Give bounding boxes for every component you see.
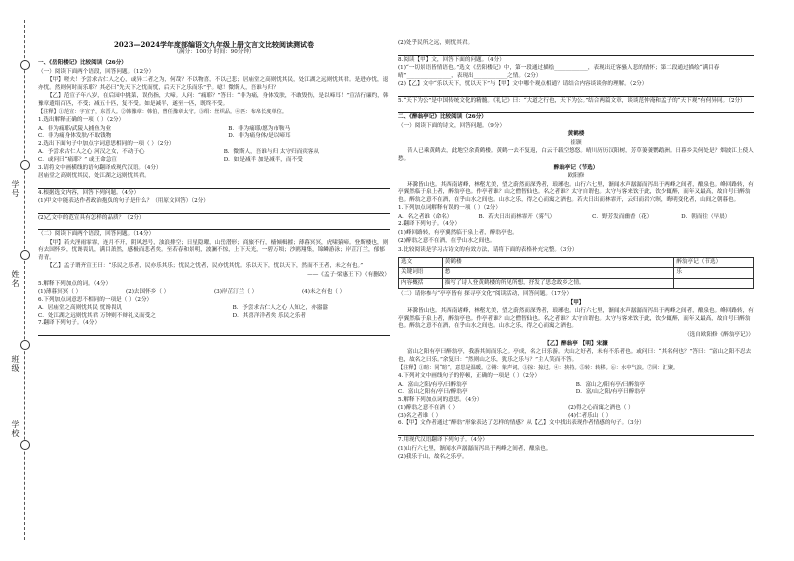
table-cell: 关键词语 <box>399 268 443 279</box>
question-4a: (1)甲文中能表达作者政治抱负的句子是什么？（用原文回答）（2分） <box>38 198 209 205</box>
answer-line[interactable] <box>38 182 390 189</box>
poem-author: 崔颢 <box>570 139 582 146</box>
table-header: 黄鹤楼 <box>442 257 674 268</box>
question-4b: (2)乙文中的范宣具有怎样的品质？（2分） <box>38 214 145 221</box>
question-3-sentence: 居庙堂之高则忧其民，处江湖之远则忧其君。 <box>38 173 150 180</box>
option-b[interactable]: B．予尝求古仁人之心 人知之，亦嚣嚣 <box>232 305 328 312</box>
answer-line[interactable] <box>398 429 754 436</box>
table-row <box>399 257 754 268</box>
passage-yi-2: 【乙】孟子谓齐宣王曰：“乐民之乐者，民亦乐其乐；忧民之忧者，民亦忧其忧。乐以天下，忧以天下，然而不王者，未之有也。” <box>46 263 364 270</box>
answer-line[interactable] <box>398 49 754 56</box>
binding-hole <box>20 60 30 70</box>
right-question-2b: (2)醉翁之意不在酒，在乎山水之间也。 <box>398 238 496 245</box>
question-5: 5.解释下列加点的词。（4分） <box>38 280 112 287</box>
answer-line[interactable] <box>398 90 754 97</box>
answer-line[interactable] <box>38 329 390 336</box>
passage-jia-2: 【甲】若夫淫雨霏霏，连月不开，阴风怒号，浊浪排空；日星隐曜，山岳潜形；商旅不行，樯倾楫摧；薄暮冥冥，虎啸猿啼。登斯楼也，则有去国怀乡，忧谗畏讥，满目萧然，感极而悲者矣。至若春和景明，波澜不惊，上下天光，一碧万顷；沙鸥翔集，锦鳞游泳；岸芷汀兰，郁郁青青。 <box>38 239 389 261</box>
table-header: 选文 <box>399 257 443 268</box>
option-b[interactable]: B．若夫日出而林霏开（雾气） <box>478 213 556 220</box>
right-question-4-options <box>398 382 754 397</box>
essay-title: 醉翁亭记（节选） <box>553 164 599 171</box>
notes-1: 【注释】①范宣：字宣子，东晋人。②韩豫章：韩伯，曾任豫章太守。③绢：丝织品。④匹：布帛长度单位。 <box>38 109 288 116</box>
option-d[interactable]: D．富/山之阳/有亭曰醉翁亭 <box>575 389 646 396</box>
binding-margin <box>0 0 34 561</box>
word-item[interactable]: (4)未之有也（ ） <box>302 289 346 296</box>
option-b[interactable]: B．非为痛耶/愿为市鞍马 <box>228 125 291 132</box>
right-question-7: 7.用现代汉语翻译下列句子。（4分） <box>398 436 489 443</box>
option-c[interactable]: C．或问曰“痛耶？” 或王命急宣 <box>38 157 117 164</box>
right-question-5: 5.解释下列加点词的意思。（4分） <box>398 396 483 403</box>
binding-hole <box>20 250 30 260</box>
question-7: 7.翻译下列句子。（4分） <box>38 320 101 327</box>
essay-text: 环滁皆山也。其西南诸峰，林壑尤美，望之蔚然而深秀者，琅琊也。山行六七里，渐闻水声潺潺而泻出于两峰之间者，酿泉也。峰回路转，有亭翼然临于泉上者，醉翁亭也。作亭者谁？山之僧智仙也。名之者谁？太守自谓也。太守与客来饮于此，饮少辄醉，而年又最高，故自号曰醉翁也。醉翁之意不在酒，在乎山水之间也。山水之乐，得之心而寓之酒也。若夫日出而林霏开，云归而岩穴暝，晦明变化者，山间之朝暮也。 <box>398 181 754 203</box>
binding-hole <box>20 340 30 350</box>
section-1-part-2: （二）阅读下面两个语段，回答问题。（14分） <box>38 231 155 238</box>
option-b[interactable]: B．富山之/阳有亭/曰醉翁亭 <box>575 381 646 388</box>
carry-over-sentence: (2)处乎民所之远，则忧其君。 <box>398 40 474 46</box>
right-question-2a: (1)峰回路转，有亭翼然临于泉上者，醉翁亭也。 <box>398 229 518 236</box>
option-a[interactable]: A．予尝求古仁人之心 河汉之女，不动于心 <box>38 149 145 156</box>
passage-jia-3: 环滁皆山也。其西南诸峰，林壑尤美，望之蔚然而深秀者，琅琊也。山行六七里，渐闻水声潺潺而泻出于两峰之间者，酿泉也。峰回路转，有亭翼然临于泉上者，醉翁亭也。作亭者谁？山之僧智仙也。名之者谁？太守自谓也。太守与客来饮于此，饮少辄醉，而年又最高，故自号曰醉翁也。醉翁之意不在酒，在乎山水之间也。山水之乐，得之心而寓之酒也。 <box>398 308 754 330</box>
binding-hole <box>20 440 30 450</box>
school-label: 学校 <box>11 420 20 438</box>
word-item[interactable]: (1)醉翁之意不在酒（ ） <box>398 405 459 412</box>
student-id-label: 学号 <box>11 180 20 198</box>
question-3: 3.请将文中画横线的语句翻译成现代汉语。（4分） <box>38 164 162 171</box>
question-1-options <box>38 126 390 141</box>
table-cell[interactable] <box>674 278 754 289</box>
page-subtitle: （满分：100分 时间：90分钟） <box>173 49 255 56</box>
word-item[interactable]: (3)岸芷汀兰（ ） <box>214 289 258 296</box>
right-question-7b: (2)我乐于山，故名之乐亭。 <box>398 454 468 461</box>
right-question-7a: (1)山行六七里，渐闻水声潺潺而泻出于两峰之间者，酿泉也。 <box>398 445 552 452</box>
right-question-4: 4.下列对文中画线句子的停顿，正确的一项是（ ）（2分） <box>398 373 541 380</box>
passage-yi-1: 【乙】范宣子年八岁，在后园中挑菜，误伤指，大啼。人问：“痛耶？”答曰：“非为痛，身体发肤，不敢毁伤，是以啼耳！”宣洁行廉约，韩豫章遗绢百匹，不受；减五十匹，复不受。如是减半，遂至一匹，既终不受。 <box>38 93 389 107</box>
question-6-options <box>38 305 390 320</box>
question-8: 8.阅读【甲】文，回答下面的问题。（4分） <box>398 56 505 63</box>
table-cell: 内容概括 <box>399 278 443 289</box>
passage-yi-3: 富山之阳有亭曰醉翁亭，我游其间而乐之。亭成，名之曰乐游。夫山之好者，未有不乐者也。或问曰：“其名何也？”答曰：“富山之阳不忍去也，故名之曰乐。”余复曰：“然则山之乐，犹乐之乐与？”主人笑而不答。 <box>398 349 752 363</box>
option-d[interactable]: D．非为痛身体/是以啼耳 <box>228 133 291 140</box>
section-1-title: 一、《岳阳楼记》比较阅读（26分） <box>38 59 127 66</box>
table-cell: 描写了诗人登黄鹤楼的所见所想，抒发了思念故乡之情。 <box>442 278 674 289</box>
passage-jia-3-source: （选自欧阳修《醉翁亭记》） <box>684 331 754 338</box>
binding-line <box>24 20 25 540</box>
question-2-options <box>38 149 390 164</box>
word-item[interactable]: (4)仁者乐山（ ） <box>568 412 612 419</box>
answer-line[interactable] <box>38 223 390 230</box>
option-d[interactable]: D．其喜洋洋者矣 乐民之乐者 <box>232 312 306 319</box>
passage-jia-1: 【甲】嗟夫！予尝求古仁人之心，或异二者之为，何哉？不以物喜，不以己悲；居庙堂之高则忧其民，处江湖之远则忧其君。是进亦忧，退亦忧。然则何时而乐耶？其必曰“先天下之忧而忧，后天下之乐而乐”乎。噫！微斯人，吾谁与归？ <box>38 77 389 91</box>
option-c[interactable]: C．非为痛身体发肤/不取钱物 <box>38 133 112 140</box>
word-item[interactable]: (1)薄暮冥冥（ ） <box>38 289 82 296</box>
question-8b: (2)【乙】文中“乐以天下，忧以天下”与【甲】文中哪个观点相通？请结合内容谈谈你的理解。（2分） <box>398 81 648 88</box>
word-item[interactable]: (2)得之心而寓之酒也（ ） <box>568 405 634 412</box>
question-6: 6.下列加点词意思不相同的一项是（ ）（2分） <box>38 296 153 303</box>
table-row <box>399 278 754 289</box>
option-c[interactable]: C．处江湖之远则忧其君 万钟则不辩礼义而受之 <box>38 312 156 319</box>
question-1: 1.选出解释正确的一项（ ）（2分） <box>38 117 125 124</box>
option-a[interactable]: A．名之者谁（命名） <box>398 213 453 220</box>
option-a[interactable]: A．居庙堂之高则忧其民 忧谗畏讥 <box>38 305 123 312</box>
page-title: 2023—2024学年度部编语文九年级上册文言文比较阅读测试卷 <box>114 40 314 49</box>
class-label: 班级 <box>11 355 20 373</box>
poem-text: 昔人已乘黄鹤去，此地空余黄鹤楼。黄鹤一去不复返，白云千载空悠悠。晴川历历汉阳树，芳草萋萋鹦鹉洲。日暮乡关何处是？烟波江上使人愁。 <box>398 148 754 163</box>
word-item[interactable]: (2)去国怀乡（ ） <box>126 289 170 296</box>
section-2-part-1: （一）阅读下面的诗文，回答问题。（9分） <box>398 122 506 129</box>
left-column <box>38 40 390 337</box>
table-cell: 愁 <box>442 268 674 279</box>
question-8a: (1)“一切景语皆情语也。”选文《岳阳楼记》中，第一段通过描绘____________，表现出迁客骚人悲的情怀；第二段通过描绘“满目春晴”________________，表现出____________之情。（2分） <box>398 65 720 79</box>
option-a[interactable]: A．非为痛耶/武陵人捕鱼为业 <box>38 125 112 132</box>
passage-jia-3-label: 【甲】 <box>567 299 585 306</box>
poem-title: 黄鹤楼 <box>567 131 585 138</box>
question-5-items <box>38 289 390 297</box>
answer-line[interactable] <box>398 106 754 113</box>
right-question-6: 6.【甲】文作者通过“醉翁”形象表达了怎样的情感？从【乙】文中找出表现作者情感的句子。（3分） <box>398 420 645 427</box>
passage-yi-3-label: 【乙】醉翁亭 【明】宋濂 <box>544 340 608 347</box>
option-a[interactable]: A．富山之阳/有亭/曰醉翁亭 <box>398 381 468 388</box>
table-cell[interactable]: 乐 <box>674 268 754 279</box>
section-1-part-1: （一）阅读下面两个语段，回答问题。（12分） <box>38 68 155 75</box>
passage-source-2: ——《孟子·梁惠王下》（有删改） <box>307 272 390 279</box>
option-d[interactable]: D．朝而往（早晨） <box>681 213 731 220</box>
option-b[interactable]: B．微斯人，吾谁与归 太守归而宾客从 <box>223 149 320 156</box>
section-2-title: 二、《醉翁亭记》比较阅读（26分） <box>398 114 487 121</box>
question-2: 2.选出下面句子中加点字词意思相同的一项（ ）（2分） <box>38 140 175 147</box>
right-question-2: 2.翻译下列句子。（4分） <box>398 221 461 228</box>
right-question-3: 3.比较阅读是学习古诗文的有效方法，请将下面的表格补充完整。（3分） <box>398 247 578 254</box>
right-question-1: 1.下列加点词解释有误的一项（ ）（2分） <box>398 205 501 212</box>
right-column <box>398 40 754 463</box>
right-question-5-items <box>398 405 754 420</box>
word-item[interactable]: (3)名之者谁（ ） <box>398 412 442 419</box>
section-2-part-2: （二）请你参与“亭亭皆有 探寻亭文化”阅读活动，回答问题。（17分） <box>398 291 573 298</box>
notes-3: 【注释】①暄：同“暄”，意思是温暖。②锵：象声词。③掠：掠过。④：挟持。⑤转：转移。⑥：水中气浪。⑦回：汇聚。 <box>398 365 679 372</box>
comparison-table <box>398 257 754 290</box>
name-label: 姓名 <box>11 270 20 288</box>
option-c[interactable]: C．富山之阳有/亭曰/醉翁亭 <box>398 389 468 396</box>
question-8c: 5.“天下为公”是中国传统文化的精髓。《礼记》曰：“大道之行也，天下为公。”结合两篇文章，谈谈范仲淹和孟子的“天下观”有何异同。（2分） <box>398 97 746 104</box>
table-header: 醉翁亭记（节选） <box>674 257 754 268</box>
answer-line[interactable] <box>38 207 390 214</box>
option-c[interactable]: C．野芳发而幽香（花） <box>592 213 653 220</box>
table-row <box>399 268 754 279</box>
question-4: 4.根据选文内容，回答下列问题。（4分） <box>38 189 140 196</box>
essay-author: 欧阳修 <box>567 173 585 180</box>
option-d[interactable]: D．如是减半 加是减半，而不受 <box>223 157 303 164</box>
binding-hole <box>20 160 30 170</box>
